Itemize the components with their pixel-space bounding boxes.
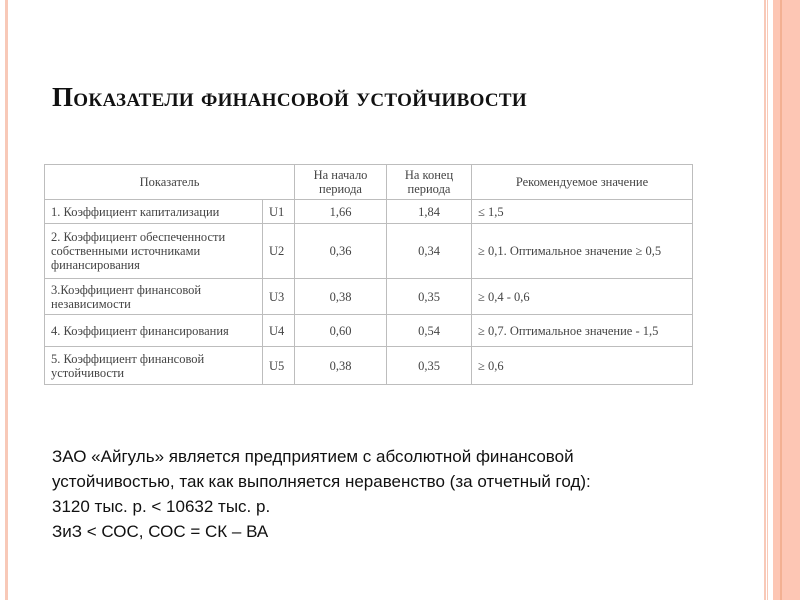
table-row bbox=[45, 315, 693, 347]
conclusion-text bbox=[52, 444, 591, 544]
indicator-name: 4. Коэффициент финансирования bbox=[45, 315, 263, 347]
table-row bbox=[45, 347, 693, 385]
right-border-band bbox=[773, 0, 800, 600]
indicators-table bbox=[44, 164, 693, 385]
conclusion-line: устойчивостью, так как выполняется неравенство (за отчетный год): bbox=[52, 472, 591, 491]
indicator-name: 2. Коэффициент обеспеченности собственными источниками финансирования bbox=[45, 224, 263, 279]
header-end: На конец периода bbox=[387, 165, 472, 200]
indicator-code: U5 bbox=[263, 347, 295, 385]
table-header-row bbox=[45, 165, 693, 200]
indicator-code: U3 bbox=[263, 279, 295, 315]
left-border-line bbox=[5, 0, 8, 600]
right-border-line bbox=[767, 0, 768, 600]
start-value: 0,60 bbox=[295, 315, 387, 347]
end-value: 0,35 bbox=[387, 347, 472, 385]
indicator-code: U2 bbox=[263, 224, 295, 279]
indicator-code: U4 bbox=[263, 315, 295, 347]
start-value: 0,38 bbox=[295, 347, 387, 385]
indicator-code: U1 bbox=[263, 200, 295, 224]
start-value: 0,36 bbox=[295, 224, 387, 279]
start-value: 1,66 bbox=[295, 200, 387, 224]
recommended-value: ≥ 0,1. Оптимальное значение ≥ 0,5 bbox=[472, 224, 693, 279]
table-row bbox=[45, 224, 693, 279]
end-value: 0,34 bbox=[387, 224, 472, 279]
start-value: 0,38 bbox=[295, 279, 387, 315]
slide-title: Показатели финансовой устойчивости bbox=[52, 82, 527, 112]
right-border-band-line bbox=[780, 0, 782, 600]
recommended-value: ≥ 0,7. Оптимальное значение - 1,5 bbox=[472, 315, 693, 347]
indicator-name: 3.Коэффициент финансовой независимости bbox=[45, 279, 263, 315]
end-value: 0,54 bbox=[387, 315, 472, 347]
header-recommended: Рекомендуемое значение bbox=[472, 165, 693, 200]
right-border-line bbox=[764, 0, 766, 600]
recommended-value: ≥ 0,4 - 0,6 bbox=[472, 279, 693, 315]
indicator-name: 1. Коэффициент капитализации bbox=[45, 200, 263, 224]
conclusion-line: ЗАО «Айгуль» является предприятием с абсолютной финансовой bbox=[52, 447, 574, 466]
formula-line: ЗиЗ < СОС, СОС = СК – ВА bbox=[52, 522, 269, 541]
table-row bbox=[45, 200, 693, 224]
end-value: 1,84 bbox=[387, 200, 472, 224]
recommended-value: ≤ 1,5 bbox=[472, 200, 693, 224]
header-indicator: Показатель bbox=[45, 165, 295, 200]
end-value: 0,35 bbox=[387, 279, 472, 315]
recommended-value: ≥ 0,6 bbox=[472, 347, 693, 385]
indicator-name: 5. Коэффициент финансовой устойчивости bbox=[45, 347, 263, 385]
inequality-line: 3120 тыс. р. < 10632 тыс. р. bbox=[52, 497, 271, 516]
header-start: На начало периода bbox=[295, 165, 387, 200]
table-row bbox=[45, 279, 693, 315]
